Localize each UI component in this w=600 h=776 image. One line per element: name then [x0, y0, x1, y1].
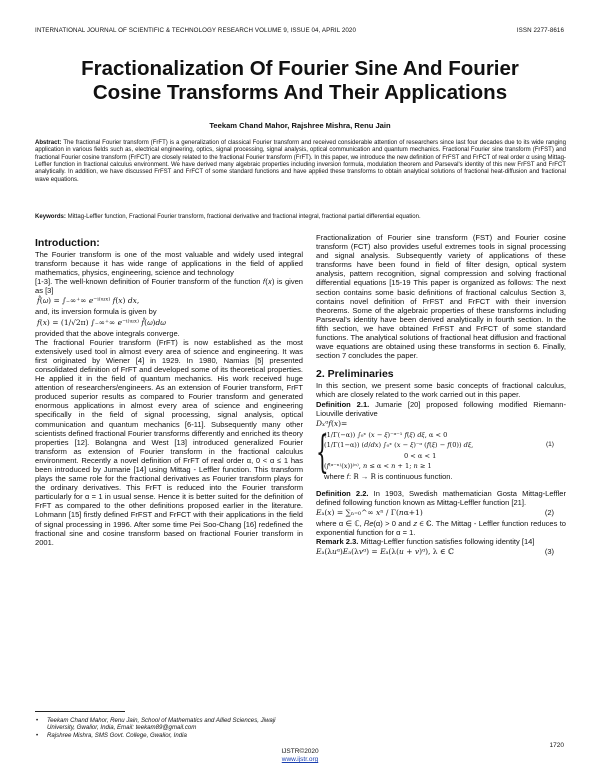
intro-paragraph-4: The fractional Fourier transform (FrFT) is now established as the most extensively used tool in almost every area of science and engineering. It was first originated by Wiener [4] in 1929. In 1980, Namias [5] presented consolidated definition of FrFT and developed some of its theoretical properties. He applied it in the field of quantum mechanics. His work received huge attention of researchers/engineers. As an extension of Fourier transform, FrFT produced superior results as compared to Fourier transform and generated enormous applications in almost every area of science and engineering specifically in the field of signal processing, signal analysis, optical communication and quantum mechanics [6-11]. Subsequently many other scientists defined fractional Fourier transforms differently and enriched its theory properties [12]. Bolangna and West [13] introduced generalized Fourier transform as extension of Fourier transform in the fractional calculus environment. Recently a novel definition of FrFT of real order α, 0 < α ≤ 1 has been introduced by Jumarie [14] using Mittag - Leffler function. This transform plays the same role for the fractional derivatives as Fourier transform plays for the ordinary derivatives. This FrFT is reduced into the Fourier transform particularly for α = 1 in usual sense. Hence it is better suited for the definition of FrFT as compared to the other definitions proposed earlier in the literature. Lohmann [15] firstly defined FrFST and FrFCT with their applications in the field of signal processing in 1996. After some time Pei Soo-Chang [16] redefined the fractional sine and cosine transform based on fractional Fourier transform in 2001. — [35, 337, 303, 547]
page-number: 1720 — [549, 742, 564, 749]
piecewise-case-3: 0 < α < 1 — [404, 451, 437, 460]
definition-2-2 — [316, 489, 566, 507]
equation-number-1: (1) — [545, 441, 554, 449]
page-footer — [0, 748, 600, 764]
piecewise-case-4: (𝑓⁽ᵅ⁻ⁿ⁾(𝑥))⁽ⁿ⁾, 𝑛 ≤ α < 𝑛 + 1; 𝑛 ≥ 1 — [324, 462, 432, 471]
footnote-divider — [35, 711, 125, 712]
right-paragraph-1: Fractionalization of Fourier sine transform (FST) and Fourier cosine transform (FCT) also provides useful extremes tools in signal processing and signal analysis. Subsequently variety of applications of these transforms have been found in field of filter design, optical system analysis, pattern recognition, signal compression and solving fractional differential equations [15-19 This paper is organized as follows: The next section contains some basic definitions of fractional calculus Section 3, contains novel definition of FrFST and FrFCT with their inversion theorems. Some of the algebraic properties of these transforms including Parseval's identity have been derived analytically in fourth section. In the fifth section, we have obtained FrFST and FrFCT of some standard functions. The analytical solutions of fractional heat diffusion and fractional wave equations are obtained using these transforms in section 6. Finally, section 7 concludes the paper. — [316, 233, 566, 361]
preliminaries-paragraph: In this section, we present some basic concepts of fractional calculus, which are closely related to the work carried out in this paper. — [316, 381, 566, 400]
paper-title — [20, 57, 580, 104]
equation-fourier: 𝑓̂(𝜔) = ∫₋∞⁺∞ 𝑒⁻ⁱ⁽ᵚˣ⁾ 𝑓(𝑥) 𝑑𝑥, — [37, 296, 140, 306]
remark-equation-row — [316, 547, 566, 557]
authors: Teekam Chand Mahor, Rajshree Mishra, Renu Jain — [209, 121, 391, 130]
equation-number-3: (3) — [544, 547, 554, 557]
intro-heading: Introduction: — [35, 237, 100, 249]
piecewise-case-1: (1/Γ(−α)) ∫₀ˣ (𝑥 − 𝜉)⁻ᵅ⁻¹ 𝑓(𝜉) 𝑑𝜉, α < 0 — [324, 430, 448, 439]
keywords-label: Keywords: — [35, 214, 66, 220]
equation-inverse-fourier: 𝑓(𝑥) = (1/√2π) ∫₋∞⁺∞ 𝑒⁻ⁱ⁽ᵚˣ⁾ 𝑓̂(𝜔)𝑑𝜔 — [37, 317, 166, 327]
mittag-leffler-equation: 𝐸ₐ(𝑥) = ∑ₙ₌₀^∞ 𝑥ⁿ / Γ(𝑛α+1) — [316, 507, 423, 517]
definition-2-2-label: Definition 2.2. — [316, 488, 369, 498]
definition-2-2-text: In 1903, Swedish mathematician Gosta Mittag-Leffler defined following function known as Mittag-Leffler function [21]. — [316, 488, 566, 507]
footnote-item-1: • Teekam Chand Mahor, Renu Jain, School of Mathematics and Allied Sciences, Jiwaji University, Gwalior, India, Email: teekam89@gmail.com — [35, 717, 285, 732]
left-column — [35, 237, 303, 547]
definition-2-2-where: where α ∈ ℂ, 𝑅𝑒(α) > 0 and 𝑧 ∈ ℂ. The Mittag - Leffler function reduces to exponential function for α = 1. — [316, 518, 566, 538]
intro-paragraph-3: provided that the above integrals converge. — [35, 328, 180, 338]
keywords-text: Mittag-Leffler function, Fractional Fourier transform, fractional derivative and fractional integral, fractional partial differential equation. — [67, 214, 421, 220]
abstract-label: Abstract: — [35, 140, 62, 146]
definition-2-1-where: where 𝑓: ℝ → ℝ is continuous function. — [324, 471, 453, 481]
abstract-text: The fractional Fourier transform (FrFT) is a generalization of classical Fourier transform and received considerable attention of researchers since last four decades due to its wide ranging application in various fields such as, electrical engineering, optics, signal processing, signal analysis, optical communication and quantum mechanics. Fractional Fourier sine transform (FrFST) and fractional Fourier cosine transform (FrFCT) are closely related to the fractional Fourier transform (FrFT). In this paper, we introduce the new definition of FrFST and FrFCT of real order α using Mittag-Leffler function in fractional calculus environment. We have derived many algebraic properties including inversion formula, modulation theorem and Parseval's identity of this new FrFST and FrFCT analytically. In addition, we have discussed FrFST and FrFCT of some standard functions and have applied these transforms to obtain analytical solutions of fractional heat-diffusion and fractional wave equations. — [35, 140, 566, 183]
piecewise-case-2-row — [324, 440, 566, 451]
preliminaries-heading: 2. Preliminaries — [316, 368, 394, 381]
copyright: IJSTR©2020 — [281, 748, 319, 755]
remark-2-3-label: Remark 2.3. — [316, 537, 359, 547]
right-column — [316, 233, 566, 558]
mittag-leffler-equation-row — [316, 508, 566, 518]
remark-2-3 — [316, 537, 566, 546]
issn: ISSN 2277-8616 — [516, 27, 564, 34]
journal-url-link[interactable]: www.ijstr.org — [281, 756, 319, 763]
intro-paragraph-1: The Fourier transform is one of the most valuable and widely used integral transform because it has wide range of applications in the field of applied mathematics, physics, engineering, science and technology — [35, 250, 303, 278]
title-line-2: Cosine Transforms And Their Applications — [92, 80, 508, 104]
equation-number-2: (2) — [544, 507, 554, 517]
definition-2-1 — [316, 400, 566, 418]
author-footnotes — [35, 717, 285, 739]
title-line-1: Fractionalization Of Fourier Sine And Fourier — [81, 57, 519, 80]
keywords — [35, 214, 566, 221]
remark-2-3-text: Mittag-Leffler function satisfies following identity [14] — [360, 537, 535, 547]
journal-header: INTERNATIONAL JOURNAL OF SCIENTIFIC & TECHNOLOGY RESEARCH VOLUME 9, ISSUE 04, APRIL 2020 — [35, 27, 357, 34]
piecewise-case-2: (1/Γ(1−α)) (𝑑/𝑑𝑥) ∫₀ˣ (𝑥 − 𝜉)⁻ᵅ (𝑓(𝜉) − 𝑓(0)) 𝑑𝜉, — [324, 441, 474, 450]
abstract — [35, 140, 566, 184]
definition-2-1-text: Jumarie [20] proposed following modified Riemann-Liouville derivative — [316, 399, 566, 418]
definition-2-1-label: Definition 2.1. — [316, 399, 370, 409]
left-brace-icon: { — [316, 426, 329, 478]
remark-equation: 𝐸ₐ(λ𝑢ᵅ)𝐸ₐ(λ𝑣ᵅ) = 𝐸ₐ(λ(𝑢 + 𝑣)ᵅ), λ ∈ ℂ — [316, 547, 454, 557]
intro-paragraph-2: and, its inversion formula is given by — [35, 307, 157, 317]
footnote-item-2: • Rajshree Mishra, SMS Govt. College, Gwalior, India — [35, 732, 285, 739]
derivative-lhs: 𝐷ₓᵅ𝑓(𝑥)= — [316, 418, 348, 428]
intro-paragraph-1b: [1-3]. The well-known definition of Fourier transform of the function 𝑓(𝑥) is given as [3] — [35, 277, 303, 296]
